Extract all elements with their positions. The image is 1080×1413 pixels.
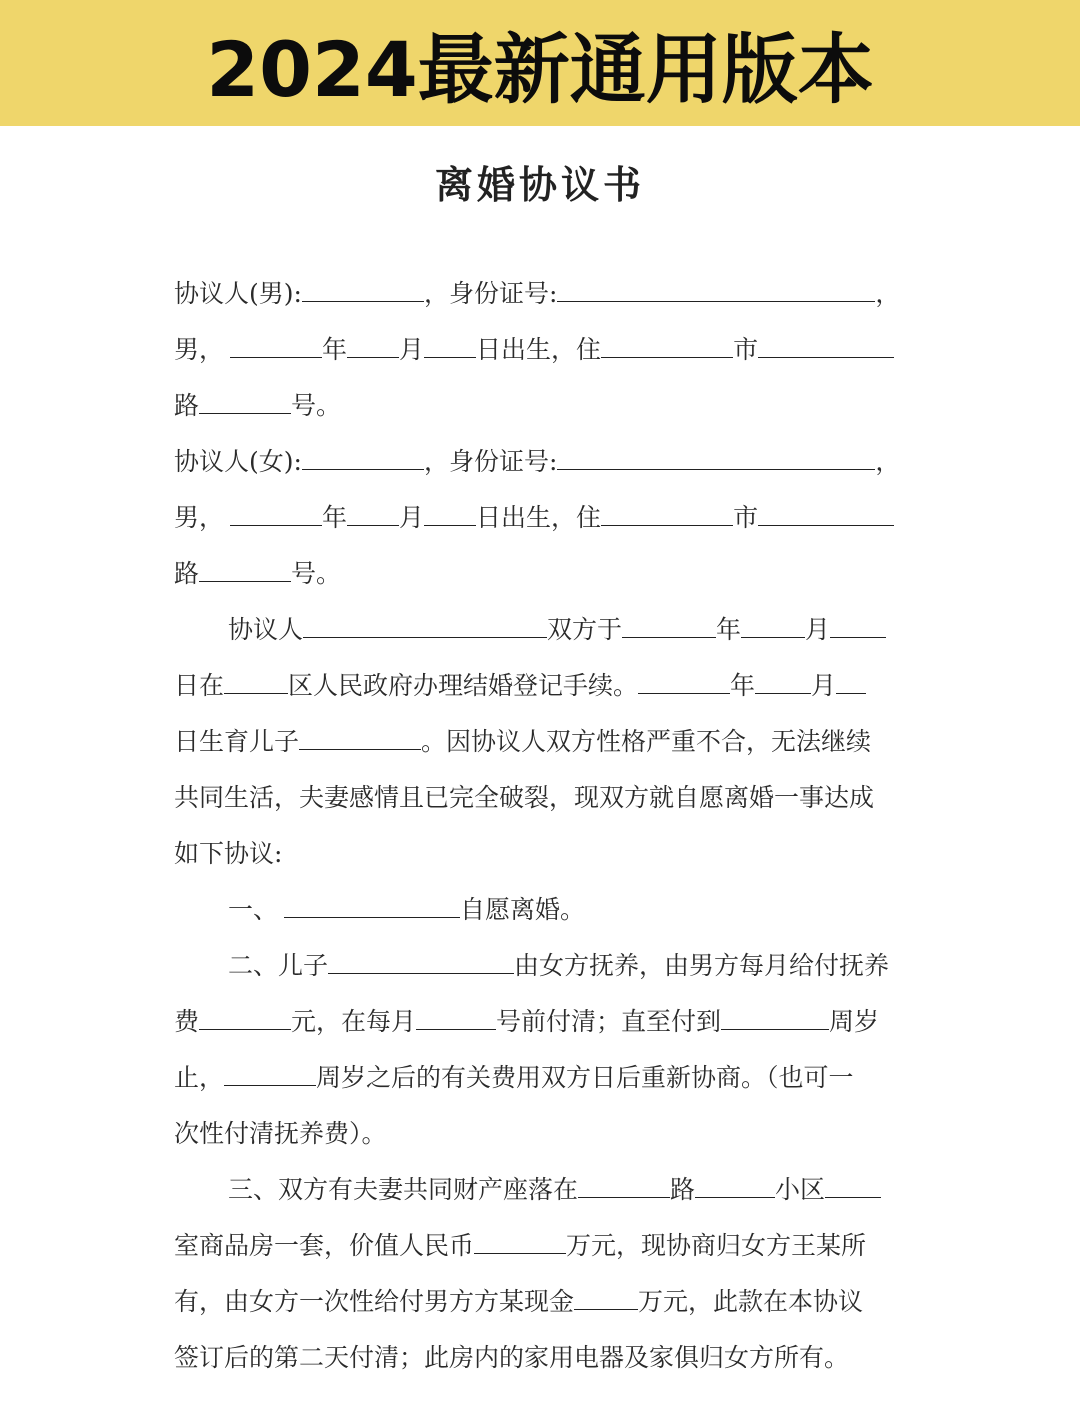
blank-field	[199, 383, 291, 414]
doc-line: 次性付清抚养费）。	[174, 1119, 387, 1148]
blank-field	[299, 719, 421, 750]
doc-line: 路 号。	[174, 551, 924, 597]
blank-field	[347, 495, 399, 526]
doc-line: 协议人 双方于 年 月	[174, 607, 924, 653]
doc-line: 男， 年 月 日出生，住 市	[174, 495, 924, 541]
blank-field	[638, 663, 730, 694]
doc-line: 协议人(男): ，身份证号: ，	[174, 271, 924, 317]
doc-line: 共同生活，夫妻感情且已完全破裂，现双方就自愿离婚一事达成	[174, 783, 875, 812]
blank-field	[695, 1167, 775, 1198]
blank-field	[302, 439, 424, 470]
doc-line: 协议人(女): ，身份证号: ，	[174, 439, 924, 485]
blank-field	[825, 1167, 881, 1198]
blank-field	[741, 607, 805, 638]
blank-field	[557, 271, 875, 302]
blank-field	[836, 663, 866, 694]
blank-field	[199, 999, 291, 1030]
doc-line: 男， 年 月 日出生，住 市	[174, 327, 924, 373]
doc-line: 日生育儿子 。因协议人双方性格严重不合，无法继续	[174, 719, 924, 765]
blank-field	[328, 943, 514, 974]
blank-field	[755, 663, 811, 694]
doc-line: 日在 区人民政府办理结婚登记手续。 年 月	[174, 663, 924, 709]
document-title: 离婚协议书	[434, 162, 645, 207]
blank-field	[578, 1167, 670, 1198]
doc-line: 一、 自愿离婚。	[174, 887, 924, 933]
blank-field	[224, 1055, 316, 1086]
blank-field	[199, 551, 291, 582]
blank-field	[622, 607, 716, 638]
blank-field	[230, 327, 322, 358]
header-banner	[0, 0, 1080, 126]
doc-line: 费 元，在每月 号前付清；直至付到 周岁	[174, 999, 924, 1045]
blank-field	[830, 607, 886, 638]
doc-line: 三、双方有夫妻共同财产座落在 路 小区	[174, 1167, 924, 1213]
document-page	[0, 126, 1080, 1413]
blank-field	[284, 887, 460, 918]
blank-field	[557, 439, 875, 470]
doc-line: 止， 周岁之后的有关费用双方日后重新协商。（也可一	[174, 1055, 924, 1101]
blank-field	[758, 327, 894, 358]
doc-line: 有，由女方一次性给付男方方某现金 万元，此款在本协议	[174, 1279, 924, 1325]
blank-field	[758, 495, 894, 526]
blank-field	[230, 495, 322, 526]
blank-field	[302, 271, 424, 302]
blank-field	[574, 1279, 638, 1310]
blank-field	[601, 495, 733, 526]
blank-field	[424, 327, 476, 358]
blank-field	[601, 327, 733, 358]
blank-field	[424, 495, 476, 526]
blank-field	[224, 663, 288, 694]
doc-line: 签订后的第二天付清；此房内的家用电器及家俱归女方所有。	[174, 1343, 850, 1372]
blank-field	[347, 327, 399, 358]
doc-line: 二、儿子 由女方抚养，由男方每月给付抚养	[174, 943, 924, 989]
doc-line: 路 号。	[174, 383, 924, 429]
blank-field	[416, 999, 496, 1030]
blank-field	[474, 1223, 566, 1254]
banner-title: 2024最新通用版本	[206, 24, 874, 114]
blank-field	[721, 999, 829, 1030]
blank-field	[303, 607, 547, 638]
doc-line: 如下协议:	[174, 839, 283, 868]
doc-line: 室商品房一套，价值人民币 万元，现协商归女方王某所	[174, 1223, 924, 1269]
